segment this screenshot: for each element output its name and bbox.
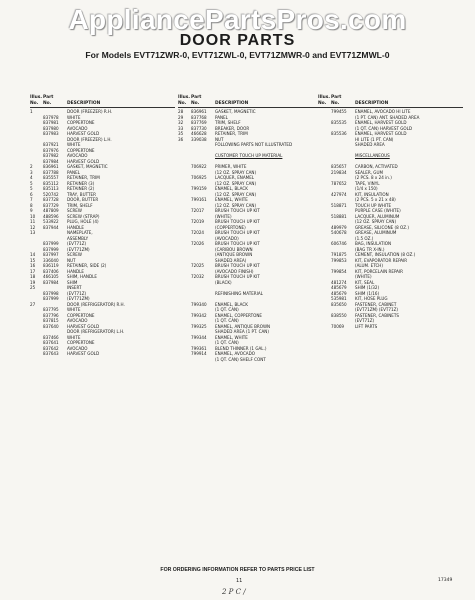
part-number: 837984 <box>43 279 59 285</box>
part-description: RETAINER (2) <box>67 186 95 191</box>
column-header <box>30 95 175 108</box>
page-title: DOOR PARTS <box>179 32 296 49</box>
part-number: 837640 <box>43 323 59 329</box>
part-number: 837642 <box>43 345 59 351</box>
illus-number: 35 <box>178 131 184 136</box>
page-subtitle: For Models EVT71ZWR-0, EVT71ZWL-0, EVT71ZMWR-0 and EVT71ZMWL-0 <box>85 50 390 60</box>
part-description: HANDLE <box>67 224 84 230</box>
part-description: KIT, PORCELAIN REPAIR <box>355 268 404 274</box>
part-number: 837795 <box>43 307 59 312</box>
part-number: 540678 <box>331 230 347 235</box>
illus-number: 14 <box>30 252 36 257</box>
part-description: TRAY, BUTTER <box>67 191 96 197</box>
part-number: 835657 <box>331 164 347 169</box>
part-number: 837981 <box>43 120 59 125</box>
illus-number: 32 <box>178 120 184 125</box>
illus-number: 7 <box>30 197 33 202</box>
part-description: (EVT71Z) <box>67 290 87 296</box>
illus-number: 2 <box>30 164 33 169</box>
part-number: 835650 <box>331 301 347 307</box>
header-no: No. <box>178 100 187 106</box>
watermark-logo: AppliancePartsPros.com <box>68 4 407 35</box>
part-description: GASKET, MAGNETIC <box>215 109 256 114</box>
part-description: HARVEST GOLD <box>67 351 100 356</box>
part-number: 835557 <box>43 175 59 180</box>
part-description: MISCELLANEOUS <box>355 153 390 158</box>
header-illus: Illus. <box>178 95 191 100</box>
part-description: WHITE <box>67 307 81 312</box>
header-description: DESCRIPTION <box>355 100 389 106</box>
illus-number: 13 <box>30 230 36 235</box>
part-number: 72025 <box>191 263 205 268</box>
part-number: 837768 <box>191 114 207 120</box>
part-number: 72017 <box>191 208 205 213</box>
part-description: (AVOCADO FINISH) <box>215 268 254 274</box>
header-no2: No. <box>191 100 200 106</box>
part-number: 72026 <box>191 241 205 246</box>
part-description: BLEND THINNER (1 GAL.) <box>215 345 267 351</box>
illus-number: 8 <box>30 202 33 208</box>
part-description: ENAMEL, WHITE <box>215 334 248 340</box>
part-description: FASTENER, CABINETS <box>355 312 399 318</box>
part-description: GREASE, ALUMINUM <box>355 230 397 235</box>
part-description: PURPLE CASE (WHITE) <box>355 208 401 213</box>
part-number <box>191 357 215 363</box>
part-description: SHIM (1/16) <box>355 290 380 296</box>
part-description: FOLLOWING PARTS NOT ILLUSTRATED <box>215 142 293 147</box>
part-description: (WHITE) <box>355 274 372 279</box>
part-description: (1/4 x 150) <box>355 186 378 191</box>
part-description: (CARIBOU BROWN <box>215 246 253 252</box>
part-description: (1 QT. CAN) <box>215 318 239 323</box>
part-number: 837729 <box>43 202 59 208</box>
part-description: KIT, HOSE PLUG <box>355 296 388 301</box>
part-description: (1 QT. CAN) <box>215 340 239 345</box>
part-number: 791875 <box>331 252 347 257</box>
part-description: ENAMEL, BLACK <box>215 186 248 191</box>
illus-number: 28 <box>178 109 184 114</box>
part-number: 837984 <box>43 158 59 164</box>
part-number: 837999 <box>43 246 59 252</box>
part-description: (EVT71ZM) <box>67 246 90 252</box>
part-description: AVOCADO <box>67 153 88 158</box>
part-description: GREASE, SILICONE (8 OZ.) <box>355 224 409 230</box>
part-description: ENAMEL, BLACK <box>215 301 248 307</box>
part-description: SEALER, GUM <box>355 169 384 175</box>
part-description: TAPE, VINYL <box>355 180 380 186</box>
part-number: 835536 <box>331 131 347 136</box>
part-number: 219834 <box>331 169 347 175</box>
header-no: No. <box>318 100 327 106</box>
part-description: INSERT <box>67 285 82 290</box>
part-number: 72024 <box>191 230 205 235</box>
illus-number: 33 <box>178 125 184 131</box>
part-number: 799455 <box>331 109 347 114</box>
illus-number: 6 <box>30 191 33 197</box>
part-description: (BLACK) <box>215 279 232 285</box>
part-description: (12 OZ. SPRAY CAN) <box>355 219 397 224</box>
part-number: 799325 <box>191 323 207 329</box>
part-number: 520742 <box>43 191 59 197</box>
part-description: PRIMER, WHITE <box>215 164 247 169</box>
part-number: 72032 <box>191 274 205 279</box>
part-number: 706925 <box>191 175 207 180</box>
part-number: 836961 <box>191 109 207 114</box>
illus-number: 19 <box>30 279 36 285</box>
part-description: (COPPERTONE) <box>215 224 246 230</box>
part-description: KIT, SEAL <box>355 279 375 285</box>
part-number: 799344 <box>191 334 207 340</box>
part-number: 489979 <box>331 224 347 230</box>
part-number: 837997 <box>43 252 59 257</box>
part-number: 799914 <box>191 351 207 356</box>
part-description: RETAINER (3) <box>67 180 95 186</box>
part-number: 837815 <box>43 318 59 323</box>
part-description: (1 PT. CAN) ANT. SHADED AREA <box>355 114 420 120</box>
part-description: PANEL <box>215 114 228 120</box>
part-description: KIT, INSULATION <box>355 191 389 197</box>
part-description: HARVEST GOLD <box>67 158 100 164</box>
part-row <box>318 324 463 330</box>
part-number: 836119 <box>43 263 59 268</box>
part-description: (ANTIQUE BROWN <box>215 252 253 257</box>
part-number: 837406 <box>43 268 59 274</box>
illus-number: 17 <box>30 268 36 274</box>
header-illus: Illus. <box>318 95 331 100</box>
part-description: ENAMEL, AVOCADO <box>215 351 255 356</box>
illus-number: 4 <box>30 175 33 180</box>
part-number: 836961 <box>43 164 59 169</box>
part-description: COPPERTONE <box>67 340 95 345</box>
part-description: SHADED AREA) <box>215 257 247 263</box>
part-description: RETAINER, SIDE (2) <box>67 263 107 268</box>
column-header <box>318 95 463 108</box>
part-description: HARVEST GOLD <box>67 323 100 329</box>
part-number: 466105 <box>43 274 59 279</box>
part-description: BREAKER, DOOR <box>215 125 250 131</box>
header-part: Part <box>331 95 342 100</box>
illus-number: 15 <box>30 257 36 263</box>
part-number: 70069 <box>331 323 345 329</box>
part-number: 336040 <box>43 257 59 263</box>
part-description: (1 QT. CAN) <box>215 307 239 312</box>
part-description: (12 OZ. SPRAY CAN) <box>215 169 257 175</box>
part-number: 837643 <box>43 351 59 356</box>
illus-number <box>318 324 331 330</box>
part-description: AVOCADO <box>67 125 88 131</box>
part-description: WHITE <box>67 334 81 340</box>
part-number: 837999 <box>43 241 59 246</box>
part-number: 837983 <box>43 131 59 136</box>
part-number: 518871 <box>331 202 347 208</box>
part-description: ENAMEL, HARVEST GOLD <box>355 131 407 136</box>
part-description: HARVEST GOLD <box>67 131 100 136</box>
ordering-footer: FOR ORDERING INFORMATION REFER TO PARTS PRICE LIST <box>160 567 315 573</box>
part-description: (12 OZ. SPRAY CAN) <box>215 202 257 208</box>
parts-column-2 <box>178 95 323 362</box>
part-number: 799361 <box>191 345 207 351</box>
part-description: (1.5 OZ.) <box>355 235 374 241</box>
part-description: DOOR (REFRIGERATOR) L.H. <box>67 329 125 334</box>
part-description: SCREW (STRAP) <box>67 213 100 219</box>
part-description: KIT, EVAPORATOR REPAIR <box>355 257 408 263</box>
illus-number <box>178 357 191 363</box>
part-description: AVOCADO <box>67 318 88 323</box>
illus-number <box>30 351 43 357</box>
header-description: DESCRIPTION <box>67 100 101 106</box>
part-description: COPPERTONE <box>67 120 95 125</box>
part-number: 799340 <box>191 301 207 307</box>
part-number: 837730 <box>191 125 207 131</box>
part-number: 837769 <box>191 120 207 125</box>
part-number: 606746 <box>331 241 347 246</box>
part-number: 837978 <box>43 114 59 120</box>
part-number: 485679 <box>331 285 347 290</box>
part-number: 535981 <box>331 296 347 301</box>
part-number: 837982 <box>43 153 59 158</box>
illus-number: 18 <box>30 274 36 279</box>
part-description: NUT <box>67 257 76 263</box>
part-description: (EVT71ZM) <box>67 296 90 301</box>
part-number: 487809 <box>43 208 59 213</box>
part-description: SCREW <box>67 208 82 213</box>
part-description: SHIM, HANDLE <box>67 274 97 279</box>
part-number: 799854 <box>331 268 347 274</box>
part-description: (EVT71Z) <box>67 241 87 246</box>
part-number: 485679 <box>331 290 347 296</box>
part-description: LACQUER, ENAMEL <box>215 175 255 180</box>
part-description: FASTENER, CABINET <box>355 301 397 307</box>
part-description: (EVT71ZM) (EVT71Z) <box>355 307 399 312</box>
part-description: HI LITE (1 PT. CAN) <box>355 136 394 142</box>
part-number: 72019 <box>191 219 205 224</box>
part-description: SHIM <box>67 279 78 285</box>
part-description: BRUSH TOUCH UP KIT <box>215 219 260 224</box>
part-description: COPPERTONE <box>67 312 95 318</box>
illus-number: 1 <box>30 109 33 114</box>
part-number: 339038 <box>191 136 207 142</box>
part-number: 837944 <box>43 224 59 230</box>
header-part: Part <box>191 95 202 100</box>
part-number: 837641 <box>43 340 59 345</box>
illus-number: 3 <box>30 169 33 175</box>
part-number: 837728 <box>43 197 59 202</box>
illus-number: 11 <box>30 219 36 224</box>
part-description: WHITE <box>67 114 81 120</box>
part-description: BRUSH TOUCH UP KIT <box>215 230 260 235</box>
part-description: NUT <box>215 136 224 142</box>
illus-number: 10 <box>30 213 36 219</box>
part-number: 835535 <box>331 120 347 125</box>
part-number: 837796 <box>43 312 59 318</box>
part-number: 837466 <box>43 334 59 340</box>
part-description: BAG, INSULATION <box>355 241 392 246</box>
part-description: DOOR (FREEZER) R.H. <box>67 109 113 114</box>
part-description: PLUG, HOLE (4) <box>67 219 99 224</box>
parts-column-3 <box>318 95 463 329</box>
part-number: 837980 <box>43 125 59 131</box>
part-number: 837976 <box>43 147 59 153</box>
part-description: ENAMEL, HARVEST GOLD <box>355 120 407 125</box>
part-description: TRIM, SHELF <box>67 202 93 208</box>
part-number: 837921 <box>43 142 59 147</box>
part-description: BRUSH TOUCH UP KIT <box>215 274 260 279</box>
part-description: TRIM, SHELF <box>215 120 241 125</box>
part-description: SHIM (1/32) <box>355 285 380 290</box>
part-description: (1 QT. CAN) HARVEST GOLD <box>355 125 413 131</box>
part-row <box>30 351 175 357</box>
part-number: 837999 <box>43 296 59 301</box>
part-description: (ALUM. ETCH) <box>355 263 383 268</box>
part-description: ENAMEL, ANTIQUE BROWN <box>215 323 271 329</box>
part-number: 481274 <box>331 279 347 285</box>
part-description: CUSTOMER TOUCH UP MATERIAL <box>215 153 283 158</box>
column-header <box>178 95 323 108</box>
part-number: 466628 <box>191 131 207 136</box>
part-description: (2 PCS. 8 x 24 in.) <box>355 175 392 180</box>
part-number: 518881 <box>331 213 347 219</box>
illus-number: 16 <box>30 263 36 268</box>
part-description: ENAMEL, WHITE <box>215 197 248 202</box>
page-number: 11 <box>236 578 243 584</box>
page-code: 17349 <box>438 578 453 583</box>
part-description: GASKET, MAGNETIC <box>67 164 108 169</box>
part-description: DOOR (FREEZER) L.H. <box>67 136 112 142</box>
part-row <box>178 357 323 363</box>
part-description: (BAG TR X-IN.) <box>355 246 385 252</box>
illus-number: 9 <box>30 208 33 213</box>
part-description: COPPERTONE <box>67 147 95 153</box>
part-number: 799161 <box>191 197 207 202</box>
header-part: Part <box>43 95 54 100</box>
part-description: (AVOCADO) <box>215 235 239 241</box>
parts-column-1 <box>30 95 175 357</box>
part-description: (EVT71Z) <box>355 318 375 323</box>
header-no2: No. <box>43 100 52 106</box>
part-number: 799853 <box>331 257 347 263</box>
part-description: (12 OZ. SPRAY CAN) <box>215 191 257 197</box>
part-description: ASSEMBLY <box>67 235 89 241</box>
illus-number: 29 <box>178 114 184 120</box>
illus-number: 5 <box>30 180 33 186</box>
part-number: 706922 <box>191 164 207 169</box>
part-number: 787652 <box>331 180 347 186</box>
part-description: RETAINER, TRIM <box>215 131 248 136</box>
part-description: REFINISHING MATERIAL <box>215 290 263 296</box>
part-number: 488596 <box>43 213 59 219</box>
part-description: ENAMEL, COPPERTONE <box>215 312 262 318</box>
part-number: 533922 <box>43 219 59 224</box>
part-description: WHITE <box>67 142 81 147</box>
part-description: CEMENT, INSULATION (8 OZ.) <box>355 252 416 257</box>
part-number: 835112 <box>43 180 59 186</box>
header-no: No. <box>30 100 39 106</box>
illus-number: 36 <box>178 136 184 142</box>
part-description: BRUSH TOUCH UP KIT <box>215 208 260 213</box>
header-no2: No. <box>331 100 340 106</box>
part-description: ENAMEL, AVOCADO HI LITE <box>355 109 411 114</box>
part-description: LACQUER, ALUMINUM <box>355 213 400 219</box>
part-description: BRUSH TOUCH UP KIT <box>215 241 260 246</box>
part-number: 835113 <box>43 186 59 191</box>
illus-number: 27 <box>30 301 36 307</box>
part-description: NAMEPLATE, <box>67 230 93 235</box>
part-number: 837788 <box>43 169 59 175</box>
part-number: 427974 <box>331 191 347 197</box>
illus-number: 12 <box>30 224 36 230</box>
part-description: DOOR, BUTTER <box>67 197 99 202</box>
part-number: 799342 <box>191 312 207 318</box>
part-number: 799159 <box>191 186 207 191</box>
part-description: HANDLE <box>67 268 84 274</box>
part-description: (2 PCS. 5 x 21 x 48) <box>355 197 396 202</box>
part-description: TOUCH UP WHITE <box>355 202 392 208</box>
part-description: (WHITE) <box>215 213 232 219</box>
part-description: SCREW <box>67 252 82 257</box>
part-description: SHADED AREA <box>355 142 385 147</box>
handwritten-mark: 2 P C / <box>222 588 246 596</box>
part-description: LIFT PARTS <box>355 323 378 329</box>
part-description: AVOCADO <box>67 345 88 351</box>
part-description: (12 OZ. SPRAY CAN) <box>215 180 257 186</box>
part-description: BRUSH TOUCH UP KIT <box>215 263 260 268</box>
part-number: 838550 <box>331 312 347 318</box>
illus-number: 25 <box>30 285 36 290</box>
part-description: DOOR (REFRIGERATOR) R.H. <box>67 301 125 307</box>
header-description: DESCRIPTION <box>215 100 249 106</box>
part-number: 837998 <box>43 290 59 296</box>
part-description: (1 QT. CAN) SHELF CONT <box>215 356 266 362</box>
part-description: CARBON, ACTIVATED <box>355 164 398 169</box>
part-description: SHADED AREA (1 PT. CAN) <box>215 329 269 334</box>
part-description: RETAINER, TRIM <box>67 175 100 180</box>
part-description: PANEL <box>67 169 80 175</box>
header-illus: Illus. <box>30 95 43 100</box>
illus-number: 5 <box>30 186 33 191</box>
